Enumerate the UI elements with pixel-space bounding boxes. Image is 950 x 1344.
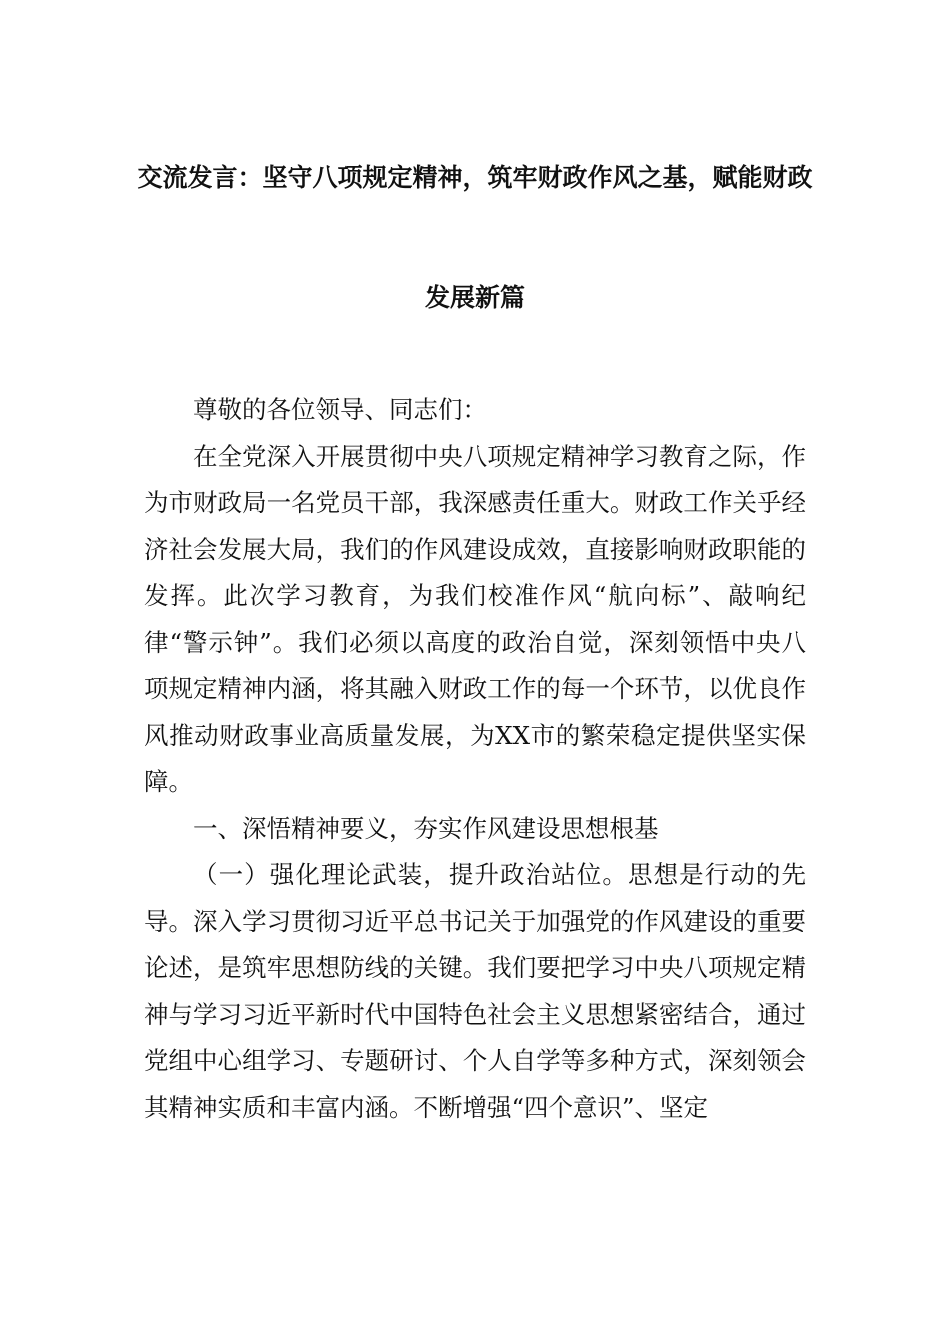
subsection-paragraph: （一）强化理论武装，提升政治站位。思想是行动的先导。深入学习贯彻习近平总书记关于加强党的作风建设的重要论述，是筑牢思想防线的关键。我们要把学习中央八项规定精神与学习习近平新时代中国特色社会主义思想紧密结合，通过党组中心组学习、专题研讨、个人自学等多种方式，深刻领会其精神实质和丰富内涵。不断增强“四个意识”、坚定 (144, 860, 806, 1122)
salutation-paragraph: 尊敬的各位领导、同志们： (193, 395, 487, 424)
document-title-line-2: 发展新篇 (424, 283, 525, 312)
document-title-line-1: 交流发言：坚守八项规定精神，筑牢财政作风之基，赋能财政 (137, 163, 813, 192)
section-heading: 一、深悟精神要义，夯实作风建设思想根基 (193, 813, 659, 843)
document-body (144, 387, 806, 1131)
intro-paragraph: 在全党深入开展贯彻中央八项规定精神学习教育之际，作为市财政局一名党员干部，我深感责任重大。财政工作关乎经济社会发展大局，我们的作风建设成效，直接影响财政职能的发挥。此次学习教育，为我们校准作风“航向标”、敲响纪律“警示钟”。我们必须以高度的政治自觉，深刻领悟中央八项规定精神内涵，将其融入财政工作的每一个环节，以优良作风推动财政事业高质量发展，为XX市的繁荣稳定提供坚实保障。 (144, 441, 806, 796)
